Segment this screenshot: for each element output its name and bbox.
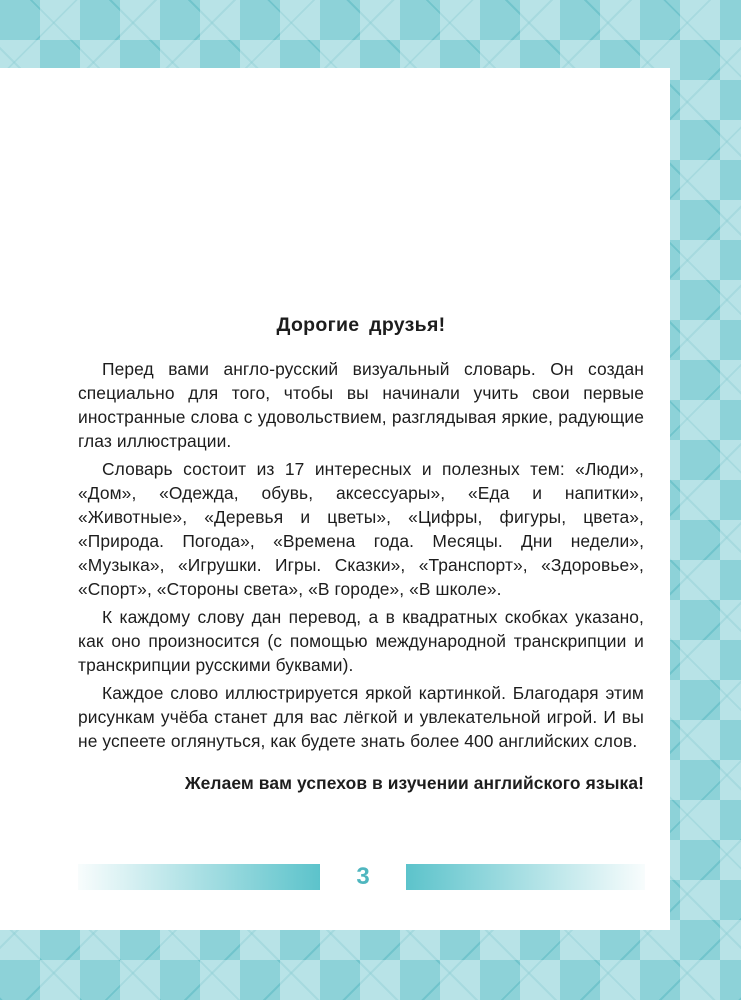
page-number: 3 [356, 863, 370, 890]
paragraph-intro: Перед вами англо-русский визуальный словарь. Он создан специально для того, чтобы вы начинали учить свои первые иностранные слова с удовольствием, разглядывая яркие, радующие глаз иллюстрации. [78, 359, 644, 451]
page-footer [78, 860, 645, 894]
book-page [0, 68, 670, 930]
closing-wish: Желаем вам успехов в изучении английского языка! [184, 773, 644, 793]
footer-bar-left [78, 864, 320, 890]
paragraph-translation: К каждому слову дан перевод, а в квадратных скобках указано, как оно произносится (с помощью международной транскрипции и транскрипции русскими буквами). [78, 607, 644, 675]
footer-bar-right [406, 864, 645, 890]
paragraph-illustrations: Каждое слово иллюстрируется яркой картинкой. Благодаря этим рисункам учёба станет для вас лёгкой и увлекательной игрой. И вы не успеете оглянуться, как будете знать более 400 английских слов. [78, 683, 644, 751]
page-content [78, 314, 644, 794]
paragraph-topics: Словарь состоит из 17 интересных и полезных тем: «Люди», «Дом», «Одежда, обувь, аксессуары», «Еда и напитки», «Животные», «Деревья и цветы», «Цифры, фигуры, цвета», «Природа. Погода», «Времена года. Месяцы. Дни недели», «Музыка», «Игрушки. Игры. Сказки», «Транспорт», «Здоровье», «Спорт», «Стороны света», «В городе», «В школе». [78, 459, 644, 599]
page-heading: Дорогие друзья! [276, 314, 446, 336]
